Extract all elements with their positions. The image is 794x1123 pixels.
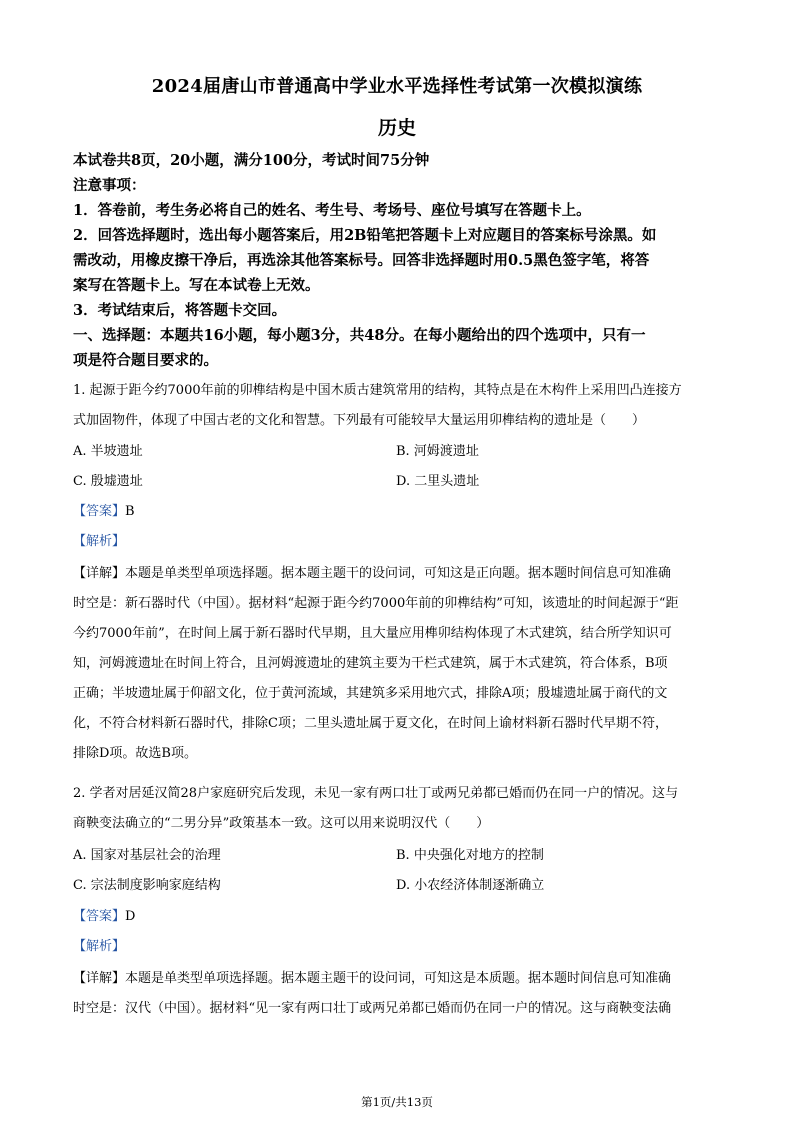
option-b: B. 河姆渡遗址: [396, 444, 479, 459]
option-c: C. 殷墟遗址: [73, 474, 143, 489]
detail-line: 时空是：汉代（中国）。据材料“见一家有两口壮丁或两兄弟都已婚而仍在同一户的情况。这与商鞅变法确: [73, 1001, 672, 1016]
notice-label: 注意事项：: [73, 177, 146, 194]
question-stem: 式加固物件，体现了中国古老的文化和智慧。下列最有可能较早大量运用卯榫结构的遗址是（ ）: [73, 413, 646, 428]
option-a: A. 国家对基层社会的治理: [73, 848, 221, 863]
detail-line: 时空是：新石器时代（中国）。据材料“起源于距今约7000年前的卯榫结构”可知，该遗址的时间起源于“距: [73, 596, 679, 611]
notice-line: 1．答卷前，考生务必将自己的姓名、考生号、考场号、座位号填写在答题卡上。: [73, 202, 591, 219]
answer-value: D: [125, 909, 136, 924]
detail-text: 本题是单类型单项选择题。据本题主题干的设问词，可知这是本质题。据本题时间信息可知准确: [125, 971, 672, 986]
detail-line: 知，河姆渡遗址在时间上符合，且河姆渡遗址的建筑主要为干栏式建筑，属于木式建筑，符合体系，B项: [73, 656, 668, 671]
question-stem: 1. 起源于距今约7000年前的卯榫结构是中国木质古建筑常用的结构，其特点是在木构件上采用凹凸连接方: [73, 383, 682, 398]
analysis-tag: 【解析】: [73, 939, 126, 954]
answer-line: [73, 905, 723, 924]
section-heading: 一、选择题：本题共16小题，每小题3分，共48分。在每小题给出的四个选项中，只有一: [73, 327, 646, 344]
answer-value: B: [125, 504, 135, 519]
section-heading: 项是符合题目要求的。: [73, 352, 218, 369]
detail-line: 正确；半坡遗址属于仰韶文化，位于黄河流域，其建筑多采用地穴式，排除A项；殷墟遗址属于商代的文: [73, 686, 668, 701]
answer-line: [73, 500, 723, 519]
notice-line: 3．考试结束后，将答题卡交回。: [73, 302, 287, 319]
exam-info: 本试卷共8页，20小题，满分100分，考试时间75分钟: [73, 152, 430, 169]
page-title: 2024届唐山市普通高中学业水平选择性考试第一次模拟演练: [151, 76, 643, 97]
answer-tag: 【答案】: [73, 909, 126, 924]
detail-line: 排除D项。故选B项。: [73, 746, 197, 761]
detail-line: 化，不符合材料新石器时代，排除C项；二里头遗址属于夏文化，在时间上谕材料新石器时代早期不符，: [73, 716, 668, 731]
option-d: D. 小农经济体制逐渐确立: [396, 878, 545, 893]
question-stem: 商鞅变法确立的“二男分异”政策基本一致。这可以用来说明汉代（ ）: [73, 816, 490, 831]
question-stem: 2. 学者对居延汉简28户家庭研究后发现，未见一家有两口壮丁或两兄弟都已婚而仍在同一户的情况。这与: [73, 786, 679, 801]
subject-title: 历史: [377, 117, 416, 139]
option-b: B. 中央强化对地方的控制: [396, 848, 544, 863]
option-c: C. 宗法制度影响家庭结构: [73, 878, 221, 893]
option-a: A. 半坡遗址: [73, 444, 143, 459]
answer-tag: 【答案】: [73, 504, 126, 519]
detail-tag: 【详解】: [73, 971, 126, 986]
detail-text: 本题是单类型单项选择题。据本题主题干的设问词，可知这是正向题。据本题时间信息可知准确: [125, 566, 672, 581]
detail-line: [73, 967, 723, 986]
detail-line: 今约7000年前”，在时间上属于新石器时代早期，且大量应用榫卯结构体现了木式建筑，结合所学知识可: [73, 626, 672, 641]
notice-line: 案写在答题卡上。写在本试卷上无效。: [73, 277, 320, 294]
option-d: D. 二里头遗址: [396, 474, 480, 489]
notice-line: 需改动，用橡皮擦干净后，再选涂其他答案标号。回答非选择题时用0.5黑色签字笔，将答: [73, 252, 650, 269]
page-number: 第1页/共13页: [361, 1095, 433, 1109]
detail-tag: 【详解】: [73, 566, 126, 581]
analysis-tag: 【解析】: [73, 534, 126, 549]
notice-line: 2．回答选择题时，选出每小题答案后，用2B铅笔把答题卡上对应题目的答案标号涂黑。如: [73, 227, 657, 244]
detail-line: [73, 562, 723, 581]
